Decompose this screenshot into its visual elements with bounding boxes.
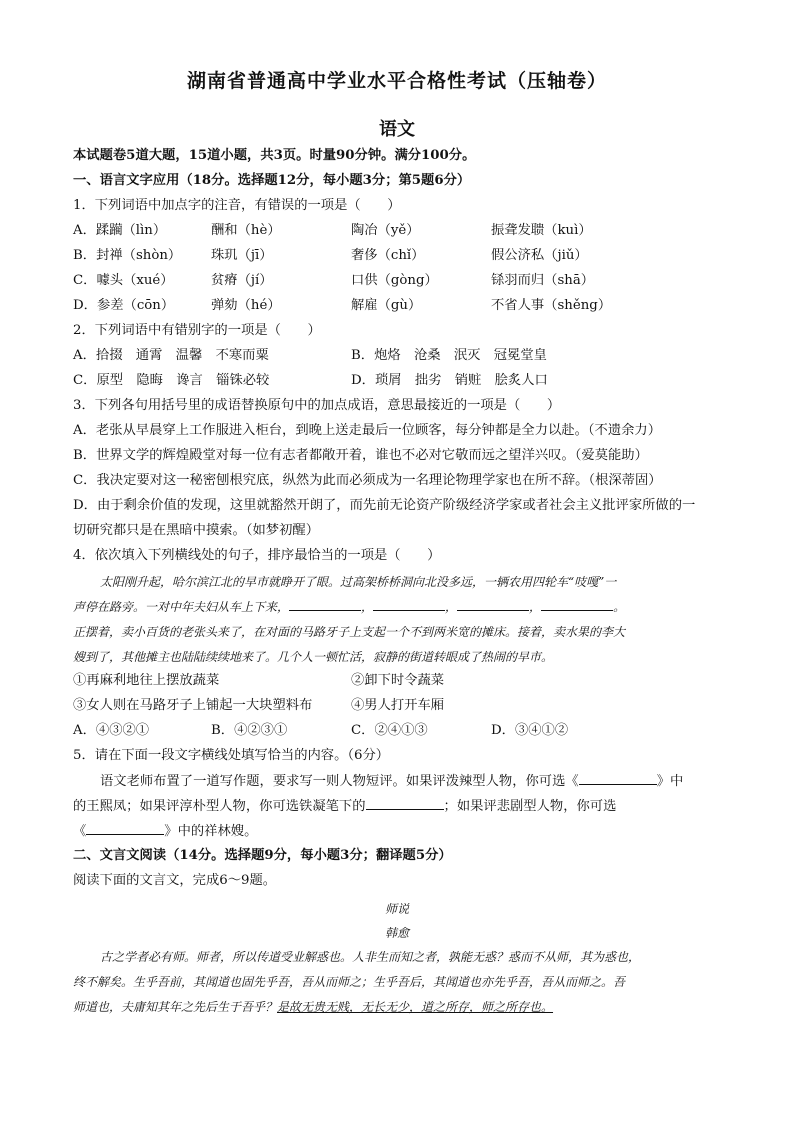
essay-text: 师道也，夫庸知其年之先后生于吾乎？ xyxy=(73,1000,278,1014)
q4-stem: 4．依次填入下列横线处的句子，排序最恰当的一项是（ ） xyxy=(73,548,441,563)
q2-option: A．拾掇 通霄 温馨 不寒而粟 xyxy=(73,348,269,363)
answer-blank[interactable] xyxy=(366,797,444,810)
q1-option: 弹劾（hé） xyxy=(211,298,281,313)
answer-blank[interactable] xyxy=(579,772,657,785)
q1-option: 奢侈（chǐ） xyxy=(351,248,425,263)
q4-passage-line: 正摆着，卖小百货的老张头来了，在对面的马路牙子上支起一个不到两米宽的摊床。接着，卖水果的李大 xyxy=(73,625,626,639)
q1-option: 振聋发聩（kuì） xyxy=(491,223,592,238)
q2-option: D．琐屑 拙劣 销赃 脍炙人口 xyxy=(351,373,548,388)
q5-line xyxy=(100,772,683,791)
q1-option: 解雇（gù） xyxy=(351,298,422,313)
essay-line xyxy=(73,998,553,1016)
q4-passage-line: 声停在路旁。一对中年夫妇从车上下来， ， ， ， 。 xyxy=(73,600,626,614)
q4-choice: B．④②③① xyxy=(211,723,288,738)
q1-option: B．封禅（shòn） xyxy=(73,248,182,263)
q1-option: A．蹂躏（lìn） xyxy=(73,223,167,238)
q5-stem: 5．请在下面一段文字横线处填写恰当的内容。（6分） xyxy=(73,748,390,763)
q5-text: 《 xyxy=(73,824,87,839)
q4-passage-text: 声停在路旁。一对中年夫妇从车上下来， xyxy=(73,600,290,614)
answer-blank[interactable] xyxy=(541,598,613,611)
underlined-sentence: 是故无贵无贱，无长无少，道之所存，师之所存也。 xyxy=(277,1000,554,1014)
answer-blank[interactable] xyxy=(289,598,361,611)
section2-intro: 阅读下面的文言文，完成6～9题。 xyxy=(73,873,277,888)
q1-option: D．参差（cōn） xyxy=(73,298,175,313)
q5-text: 》中的祥林嫂。 xyxy=(164,824,258,839)
q1-option: 口供（gòng） xyxy=(351,273,438,288)
essay-title: 师说 xyxy=(384,902,409,916)
q3-option-d: D．由于剩余价值的发现，这里就豁然开朗了，而先前无论资产阶级经济学家或者社会主义批评家所做的一 xyxy=(73,498,696,513)
q4-sentence: ④男人打开车厢 xyxy=(351,698,445,713)
answer-blank[interactable] xyxy=(457,598,529,611)
q4-choice: D．③④①② xyxy=(491,723,569,738)
q3-option-d-cont: 切研究都只是在黑暗中摸索。（如梦初醒） xyxy=(73,523,319,538)
q1-option: 陶冶（yě） xyxy=(351,223,420,238)
q4-sentence: ③女人则在马路牙子上铺起一大块塑料布 xyxy=(73,698,313,713)
q3-option-c: C．我决定要对这一秘密刨根究底，纵然为此而必须成为一名理论物理学家也在所不辞。（根深蒂固） xyxy=(73,473,662,488)
essay-line: 终不解矣。生乎吾前，其闻道也固先乎吾，吾从而师之；生乎吾后，其闻道也亦先乎吾，吾从而师之。吾 xyxy=(73,975,626,989)
answer-blank[interactable] xyxy=(86,822,164,835)
answer-blank[interactable] xyxy=(373,598,445,611)
q3-stem: 3．下列各句用括号里的成语替换原句中的加点成语，意思最接近的一项是（ ） xyxy=(73,398,561,413)
q2-stem: 2．下列词语中有错别字的一项是（ ） xyxy=(73,323,321,338)
q5-text: ；如果评悲剧型人物，你可选 xyxy=(443,799,617,814)
q1-option: 贫瘠（jí） xyxy=(211,273,273,288)
q4-choice: A．④③②① xyxy=(73,723,150,738)
section2-heading: 二、文言文阅读（14分。选择题9分，每小题3分；翻译题5分） xyxy=(73,848,452,863)
q2-option: B．炮烙 沧桑 泯灭 冠冕堂皇 xyxy=(351,348,547,363)
q1-option: 铩羽而归（shā） xyxy=(491,273,595,288)
q5-line xyxy=(73,822,257,841)
exam-intro: 本试题卷5道大题，15道小题，共3页。时量90分钟。满分100分。 xyxy=(73,148,476,163)
q1-option: C．噱头（xué） xyxy=(73,273,174,288)
q5-text: 语文老师布置了一道写作题，要求写一则人物短评。如果评泼辣型人物，你可选《 xyxy=(100,774,579,789)
q4-sentence: ①再麻利地往上摆放蔬菜 xyxy=(73,673,220,688)
q3-option-b: B．世界文学的辉煌殿堂对每一位有志者都敞开着，谁也不必对它敬而远之望洋兴叹。（爱莫能助） xyxy=(73,448,648,463)
q4-passage-line: 嫂到了，其他摊主也陆陆续续地来了。几个人一顿忙活，寂静的街道转眼成了热闹的早市。 xyxy=(73,650,554,664)
q1-option: 珠玑（jī） xyxy=(211,248,273,263)
q1-option: 酬和（hè） xyxy=(211,223,281,238)
section1-heading: 一、语言文字应用（18分。选择题12分，每小题3分；第5题6分） xyxy=(73,173,471,188)
essay-author: 韩愈 xyxy=(384,926,409,940)
q4-choice: C．②④①③ xyxy=(351,723,428,738)
q5-text: 》中 xyxy=(656,774,684,789)
page-title: 湖南省普通高中学业水平合格性考试（压轴卷） xyxy=(186,70,607,92)
q3-option-a: A．老张从早晨穿上工作服进入柜台，到晚上送走最后一位顾客，每分钟都是全力以赴。（不遗余力） xyxy=(73,423,662,438)
q1-option: 假公济私（jiǔ） xyxy=(491,248,588,263)
q1-option: 不省人事（shěng） xyxy=(491,298,612,313)
q5-text: 的王熙凤；如果评淳朴型人物，你可选铁凝笔下的 xyxy=(73,799,366,814)
q5-line xyxy=(73,797,616,816)
essay-line: 古之学者必有师。师者，所以传道受业解惑也。人非生而知之者，孰能无惑？惑而不从师，其为惑也， xyxy=(100,950,641,964)
q4-sentence: ②卸下时令蔬菜 xyxy=(351,673,445,688)
subject-title: 语文 xyxy=(379,119,415,140)
q1-stem: 1．下列词语中加点字的注音，有错误的一项是（ ） xyxy=(73,198,401,213)
q2-option: C．原型 隐晦 谗言 锱铢必较 xyxy=(73,373,270,388)
q4-passage-line: 太阳刚升起，哈尔滨江北的早市就睁开了眼。过高架桥桥洞向北没多远，一辆农用四轮车“吱嘎”一 xyxy=(100,575,617,589)
